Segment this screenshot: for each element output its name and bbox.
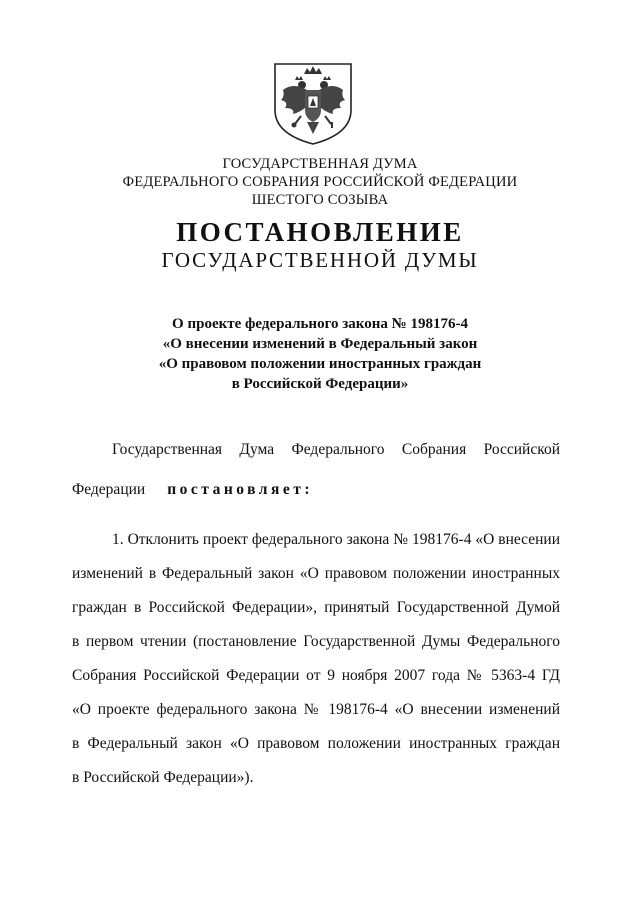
item1-line-7: в Федеральный закон «О правовом положении иностранных граждан bbox=[72, 735, 560, 752]
subject-line-2: «О внесении изменений в Федеральный закон bbox=[162, 336, 478, 352]
item1-line-2: изменений в Федеральный закон «О правовом положении иностранных bbox=[72, 565, 560, 582]
paragraph-item-1 bbox=[72, 523, 560, 795]
document-type-title: ПОСТАНОВЛЕНИЕ bbox=[176, 217, 464, 247]
org-line-3: ШЕСТОГО СОЗЫВА bbox=[251, 192, 389, 208]
item1-line-8: в Российской Федерации»). bbox=[72, 769, 254, 786]
subject-line-1: О проекте федерального закона № 198176-4 bbox=[172, 316, 468, 332]
decree-line-1: Государственная Дума Федерального Собрания Российской bbox=[112, 441, 560, 458]
document-subject bbox=[0, 314, 640, 394]
document-type-subtitle: ГОСУДАРСТВЕННОЙ ДУМЫ bbox=[161, 248, 479, 272]
item1-line-4: в первом чтении (постановление Государственной Думы Федерального bbox=[72, 633, 560, 650]
org-line-2: ФЕДЕРАЛЬНОГО СОБРАНИЯ РОССИЙСКОЙ ФЕДЕРАЦИИ bbox=[122, 174, 518, 190]
item1-line-1: 1. Отклонить проект федерального закона № 198176-4 «О внесении bbox=[112, 531, 560, 548]
russian-coat-of-arms-icon bbox=[271, 60, 355, 146]
item1-line-3: граждан в Российской Федерации», принятый Государственной Думой bbox=[72, 599, 560, 616]
subject-line-3: «О правовом положении иностранных граждан bbox=[158, 356, 482, 372]
decree-subject-word: Федерации bbox=[72, 481, 146, 498]
organization-block bbox=[0, 155, 640, 209]
decree-line-2 bbox=[72, 473, 560, 507]
org-line-1: ГОСУДАРСТВЕННАЯ ДУМА bbox=[222, 156, 418, 172]
item1-line-5: Собрания Российской Федерации от 9 ноября 2007 года № 5363-4 ГД bbox=[72, 667, 560, 684]
subject-line-4: в Российской Федерации» bbox=[231, 376, 409, 392]
decree-verb: постановляет: bbox=[167, 481, 314, 498]
item1-line-6: «О проекте федерального закона № 198176-4 «О внесении изменений bbox=[72, 701, 560, 718]
